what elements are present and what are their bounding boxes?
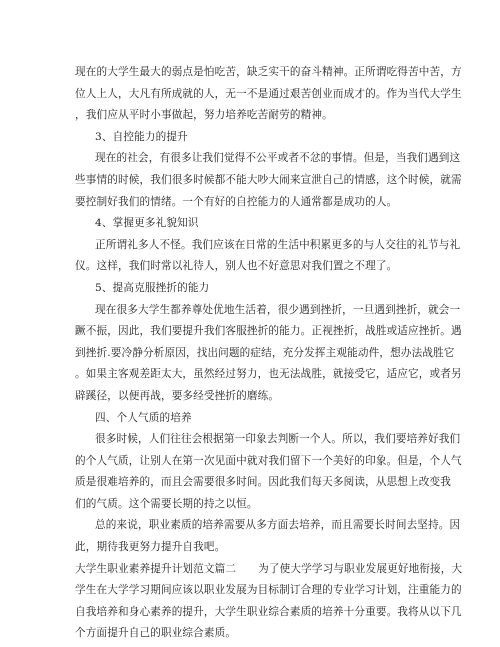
text-line-content: 位人上人，大凡有所成就的人，无一不是通过艰苦创业而成才的。作为当代大学生 bbox=[75, 87, 462, 100]
text-line-content: 到挫折.要冷静分析原因，找出问题的症结，充分发挥主观能动件，想办法战胜它 bbox=[75, 346, 455, 359]
text-line-content: 学生在大学学习期间应该以职业发展为目标制订合理的专业学习计划，注重能力的 bbox=[75, 584, 462, 597]
text-line bbox=[75, 213, 425, 235]
text-line bbox=[75, 408, 425, 430]
text-line-content: 大学生职业素养提升计划范文篇二 bbox=[75, 562, 237, 575]
text-line-content: 辟蹊径，以便再战，要多经受挫折的磨练。 bbox=[75, 389, 280, 402]
text-line-content: 们的气质。这个需要长期的持之以恒。 bbox=[75, 497, 258, 510]
text-line bbox=[75, 559, 463, 581]
text-line bbox=[75, 278, 425, 300]
text-line bbox=[75, 364, 462, 386]
text-line bbox=[75, 192, 425, 214]
text-line-content: 现在很多大学生都养尊处优地生活着，很少遇到挫折，一旦遇到挫折，就会一 bbox=[95, 303, 461, 316]
text-line-content: 蹶不振，因此，我们要提升我们客服挫折的能力。正视挫折，战胜或适应挫折。遇 bbox=[75, 325, 462, 338]
text-line-content: 总的来说，职业素质的培养需要从多方面去培养，而且需要长时间去坚持。因 bbox=[95, 519, 461, 532]
text-line-content: 质是很难培养的，而且会需要很多时间。因此我们每天多阅读，从思想上改变我 bbox=[75, 476, 452, 489]
text-line-content: 很多时候，人们往往会根据第一印象去判断一个人。所以，我们要培养好我们 bbox=[95, 433, 461, 446]
text-line bbox=[75, 127, 425, 149]
text-line bbox=[75, 580, 462, 602]
text-line bbox=[75, 472, 452, 494]
text-line-content: 5、提高克服挫折的能力 bbox=[95, 281, 210, 294]
text-line bbox=[75, 451, 462, 473]
text-line bbox=[75, 343, 455, 365]
text-line bbox=[75, 84, 462, 106]
text-line bbox=[75, 429, 461, 451]
text-line-content: 四、个人气质的培养 bbox=[95, 411, 192, 424]
text-line-content: 个方面提升自己的职业综合素质。 bbox=[75, 627, 237, 640]
text-line-content: 的个人气质，让别人在第一次见面中就对我们留下一个美好的印象。但是，个人气 bbox=[75, 454, 462, 467]
text-line bbox=[75, 300, 461, 322]
text-line bbox=[75, 386, 425, 408]
text-line-content: 此，期待我更努力提升自我吧。 bbox=[75, 541, 226, 554]
text-line bbox=[75, 170, 462, 192]
text-line-content: 要控制好我们的情绪。一个有好的自控能力的人通常都是成功的人。 bbox=[75, 195, 398, 208]
text-line-continuation: 为了使大学学习与职业发展更好地衔接，大 bbox=[258, 562, 463, 575]
text-line bbox=[75, 148, 461, 170]
text-line bbox=[75, 515, 461, 537]
text-line-content: 现在的大学生最大的弱点是怕吃苦，缺乏实干的奋斗精神。正所谓吃得苦中苦，方 bbox=[75, 66, 462, 78]
text-line bbox=[75, 494, 425, 516]
text-line bbox=[75, 105, 425, 127]
text-line bbox=[75, 537, 425, 559]
text-line bbox=[75, 235, 461, 257]
text-line-content: ，我们应从平时小事做起，努力培养吃苦耐劳的精神。 bbox=[75, 109, 333, 122]
text-line-content: 4、掌握更多礼貌知识 bbox=[95, 217, 199, 230]
text-line-content: 现在的社会，有很多让我们觉得不公平或者不忿的事情。但是，当我们遇到这 bbox=[95, 152, 461, 165]
text-line bbox=[75, 62, 462, 84]
text-line bbox=[75, 256, 425, 278]
text-line-content: 仪。这样，我们时常以礼待人，别人也不好意思对我们置之不理了。 bbox=[75, 260, 398, 273]
text-line-content: 。如果主客观差距太大，虽然经过努力，也无法战胜，就接受它，适应它，或者另 bbox=[75, 368, 462, 381]
text-line-content: 3、自控能力的提升 bbox=[95, 130, 188, 143]
document-body bbox=[75, 62, 463, 645]
text-line bbox=[75, 321, 462, 343]
text-line-content: 自我培养和身心素养的提升，大学生职业综合素质的培养十分重要。我将从以下几 bbox=[75, 605, 462, 618]
text-line-content: 些事情的时候，我们很多时候都不能大吵大闹来宣泄自己的情感，这个时候，就需 bbox=[75, 173, 462, 186]
text-line bbox=[75, 623, 425, 645]
text-line bbox=[75, 602, 462, 624]
text-line-content: 正所谓礼多人不怪。我们应该在日常的生活中积累更多的与人交往的礼节与礼 bbox=[95, 238, 461, 251]
